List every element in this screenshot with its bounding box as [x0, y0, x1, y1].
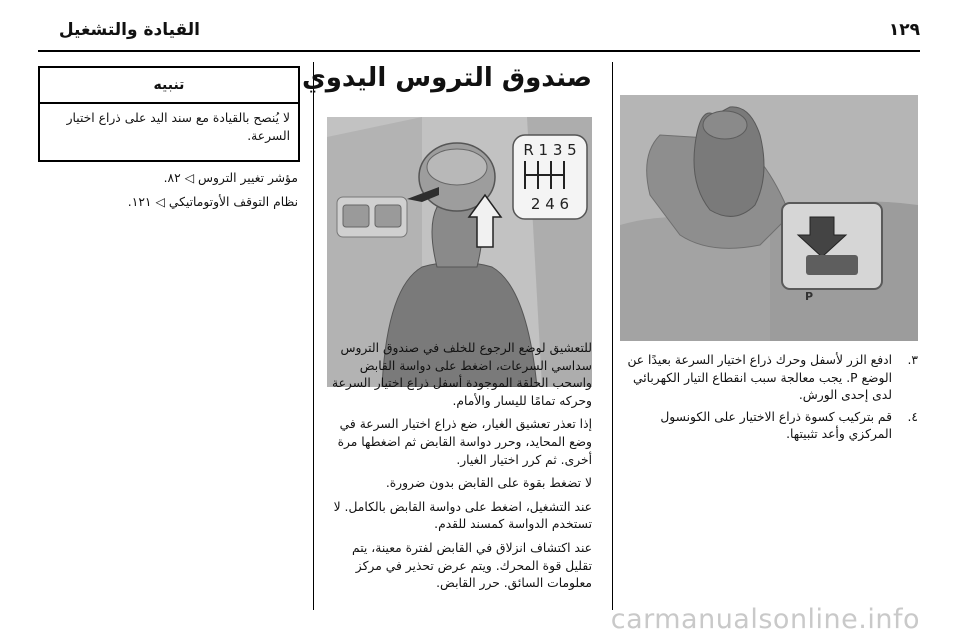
paragraph: للتعشيق لوضع الرجوع للخلف في صندوق التروس سداسي السرعات، اضغط على دواسة القابض واسحب الحلقة الموجودة أسفل ذراع اختيار السرعة وحركه تمامًا لليسار والأمام. [332, 341, 592, 408]
section-title: صندوق التروس اليدوي [301, 63, 592, 93]
column-divider-right [612, 62, 613, 610]
step-number: ٣. [907, 353, 918, 367]
paragraph: عند التشغيل، اضغط على دواسة القابض بالكامل. لا تستخدم الدواسة كمسند للقدم. [333, 499, 592, 532]
notice-text: لا يُنصح بالقيادة مع سند اليد على ذراع اختيار السرعة. [66, 111, 290, 143]
reference-link[interactable]: مؤشر تغيير التروس ◁ ٨٢. [163, 171, 298, 185]
step-number: ٤. [907, 409, 918, 424]
gear-pattern-top-label: R 1 3 5 [523, 141, 577, 159]
step-item [620, 409, 918, 444]
cross-references [38, 166, 298, 214]
gear-p-label: P [805, 290, 814, 303]
page-number: ١٢٩ [888, 20, 920, 40]
paragraph: لا تضغط بقوة على القابض بدون ضرورة. [385, 476, 592, 491]
step-text: قم بتركيب كسوة ذراع الاختيار على الكونسول المركزي وأعد تثبيتها. [660, 409, 892, 441]
chapter-title: القيادة والتشغيل [58, 20, 200, 40]
column-divider-left [313, 62, 314, 610]
header-rule [38, 50, 920, 52]
reference-link[interactable]: نظام التوقف الأوتوماتيكي ◁ ١٢١. [127, 195, 298, 209]
gear-pattern-bottom-label: 2 4 6 [530, 195, 570, 213]
steps-list [620, 352, 918, 448]
step-item [620, 352, 918, 405]
gearbox-instructions [327, 340, 592, 599]
paragraph: إذا تعذر تعشيق الغيار، ضع ذراع اختيار السرعة في وضع المحايد، وحرر دواسة القابض ثم اضغطها مرة أخرى. ثم كرر اختيار الغيار. [337, 417, 592, 467]
watermark: carmanualsonline.info [610, 604, 920, 635]
page-header [38, 20, 920, 46]
notice-box [38, 66, 300, 162]
paragraph: عند اكتشاف انزلاق في القابض لفترة معينة، يتم تقليل قوة المحرك. ويتم عرض تحذير في مركز معلومات السائق. حرر القابض. [352, 540, 592, 591]
selector-lever-illustration [620, 95, 918, 341]
notice-title: تنبيه [40, 68, 298, 104]
step-text: ادفع الزر لأسفل وحرك ذراع اختيار السرعة بعيدًا عن الوضع P. يجب معالجة سبب انقطاع التيار الكهربائي لدى إحدى الورش. [627, 353, 892, 402]
selector-lever-drawing [620, 95, 918, 341]
